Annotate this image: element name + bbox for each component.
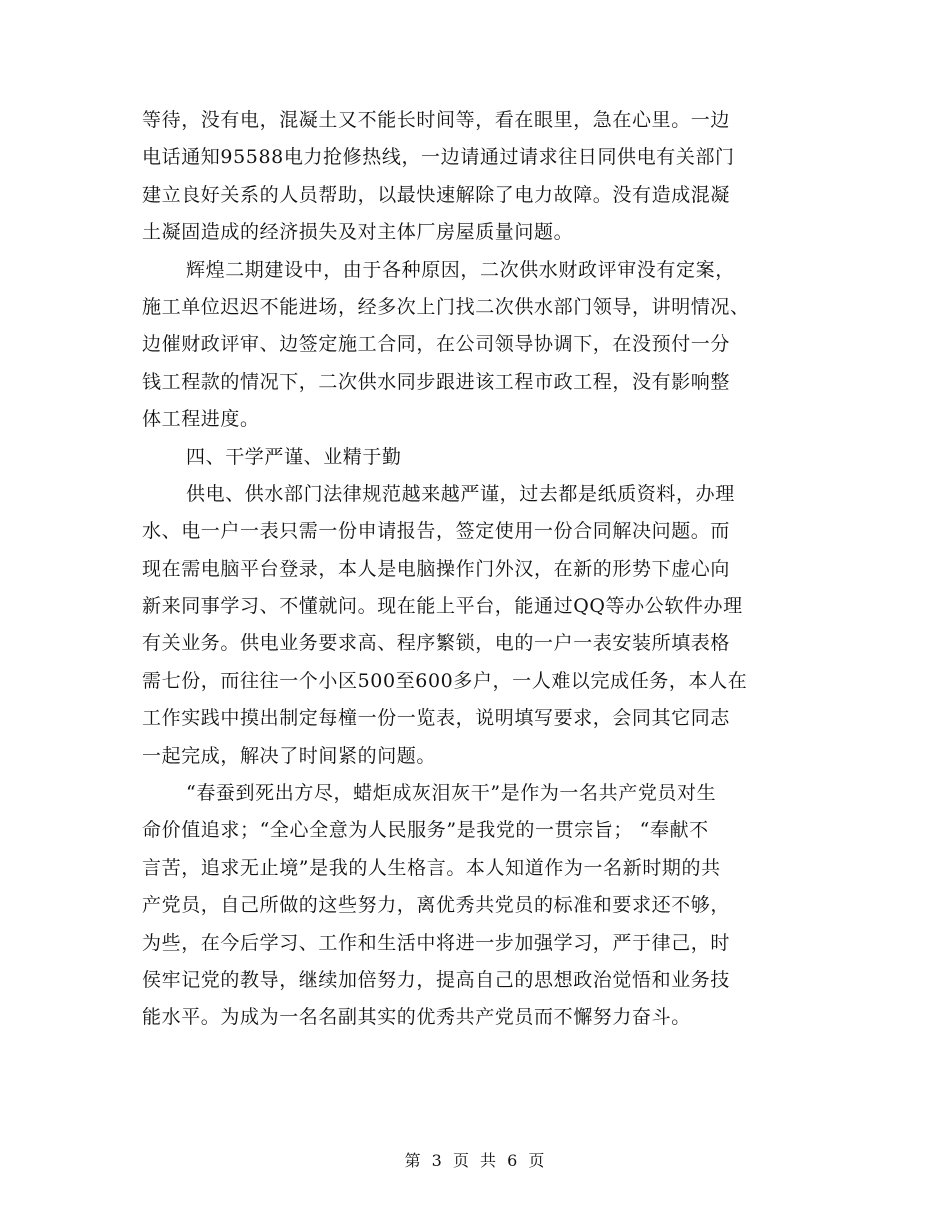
text-line: 建立良好关系的人员帮助，以最快速解除了电力故障。没有造成混凝 bbox=[142, 183, 731, 206]
text-line: 为些，在今后学习、工作和生活中将进一步加强学习，严于律己，时 bbox=[142, 931, 731, 954]
text-line: 边催财政评审、边签定施工合同，在公司领导协调下，在没预付一分 bbox=[142, 333, 731, 356]
text-line: 电话通知95588电力抢修热线，一边请通过请求往日同供电有关部门 bbox=[142, 146, 735, 169]
text-line: 钱工程款的情况下，二次供水同步跟进该工程市政工程，没有影响整 bbox=[142, 370, 731, 393]
text-line: 水、电一户一表只需一份申请报告，签定使用一份合同解决问题。而 bbox=[142, 520, 731, 543]
text-line: 产党员，自己所做的这些努力，离优秀共党员的标准和要求还不够， bbox=[142, 894, 731, 917]
text-line: 侯牢记党的教导，继续加倍努力，提高自己的思想政治觉悟和业务技 bbox=[142, 968, 731, 991]
paragraph-first-line: 辉煌二期建设中，由于各种原因，二次供水财政评审没有定案， bbox=[186, 258, 735, 281]
text-line: 需七份，而往往一个小区500至600多户，一人难以完成任务，本人在 bbox=[142, 669, 748, 692]
document-body bbox=[142, 102, 822, 1037]
page-number: 第 3 页 共 6 页 bbox=[404, 1151, 546, 1170]
text-line: 命价值追求；“全心全意为人民服务”是我党的一贯宗旨； “奉献不 bbox=[142, 819, 709, 842]
text-line: 现在需电脑平台登录，本人是电脑操作门外汉，在新的形势下虚心向 bbox=[142, 557, 731, 580]
section-heading: 四、干学严谨、业精于勤 bbox=[186, 445, 402, 468]
text-line: 一起完成，解决了时间紧的问题。 bbox=[142, 744, 437, 767]
paragraph-first-line: 供电、供水部门法律规范越来越严谨，过去都是纸质资料，办理 bbox=[186, 482, 735, 505]
text-line: 等待，没有电，混凝土又不能长时间等，看在眼里，急在心里。一边 bbox=[142, 109, 731, 131]
text-line: 土凝固造成的经济损失及对主体厂房屋质量问题。 bbox=[142, 221, 574, 244]
text-line: 言苦，追求无止境”是我的人生格言。本人知道作为一名新时期的共 bbox=[142, 856, 721, 879]
paragraph-first-line: “春蚕到死出方尽，蜡炬成灰泪灰干”是作为一名共产党员对生 bbox=[186, 782, 717, 805]
text-line: 能水平。为成为一名名副其实的优秀共产党员而不懈努力奋斗。 bbox=[142, 1006, 691, 1029]
text-line: 施工单位迟迟不能进场，经多次上门找二次供水部门领导，讲明情况、 bbox=[142, 295, 750, 318]
text-line: 有关业务。供电业务要求高、程序繁锁，电的一户一表安装所填表格 bbox=[142, 632, 731, 655]
text-line: 体工程进度。 bbox=[142, 408, 260, 431]
text-line: 工作实践中摸出制定每橦一份一览表，说明填写要求，会同其它同志 bbox=[142, 707, 731, 730]
text-line: 新来同事学习、不懂就问。现在能上平台，能通过QQ等办公软件办理 bbox=[142, 595, 743, 618]
